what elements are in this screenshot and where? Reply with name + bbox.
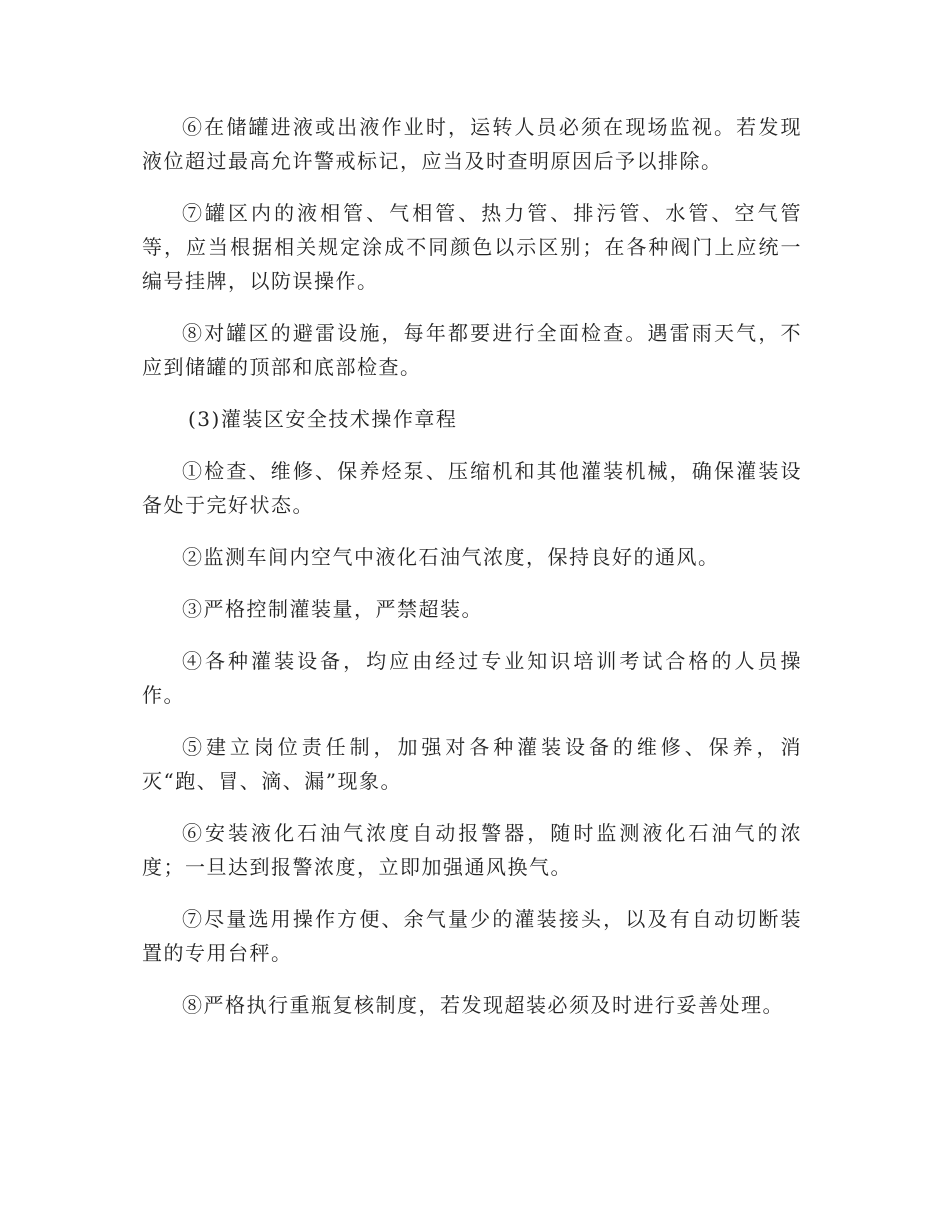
list-item: ①检查、维修、保养烃泵、压缩机和其他灌装机械，确保灌装设备处于完好状态。 — [142, 459, 802, 517]
list-item: ⑧严格执行重瓶复核制度，若发现超装必须及时进行妥善处理。 — [182, 993, 784, 1017]
paragraph-tank-monitoring: ⑥在储罐进液或出液作业时，运转人员必须在现场监视。若发现液位超过最高允许警戒标记，应当及时查明原因后予以排除。 — [142, 115, 802, 173]
list-item: ②监测车间内空气中液化石油气浓度，保持良好的通风。 — [182, 545, 720, 569]
list-item: ③严格控制灌装量，严禁超装。 — [182, 597, 483, 621]
document-body — [142, 110, 802, 1040]
list-item: ⑥安装液化石油气浓度自动报警器，随时监测液化石油气的浓度；一旦达到报警浓度，立即加强通风换气。 — [142, 821, 802, 879]
paragraph-lightning-check: ⑧对罐区的避雷设施，每年都要进行全面检查。遇雷雨天气，不应到储罐的顶部和底部检查。 — [142, 321, 802, 379]
list-item: ④各种灌装设备，均应由经过专业知识培训考试合格的人员操作。 — [142, 649, 802, 707]
section-heading: (3)灌装区安全技术操作章程 — [188, 407, 458, 431]
paragraph-pipe-coloring: ⑦罐区内的液相管、气相管、热力管、排污管、水管、空气管等，应当根据相关规定涂成不同颜色以示区别；在各种阀门上应统一编号挂牌，以防误操作。 — [142, 201, 802, 293]
list-item: ⑤建立岗位责任制，加强对各种灌装设备的维修、保养，消灭“跑、冒、滴、漏”现象。 — [142, 735, 802, 793]
list-item: ⑦尽量选用操作方便、余气量少的灌装接头，以及有自动切断装置的专用台秤。 — [142, 907, 802, 965]
